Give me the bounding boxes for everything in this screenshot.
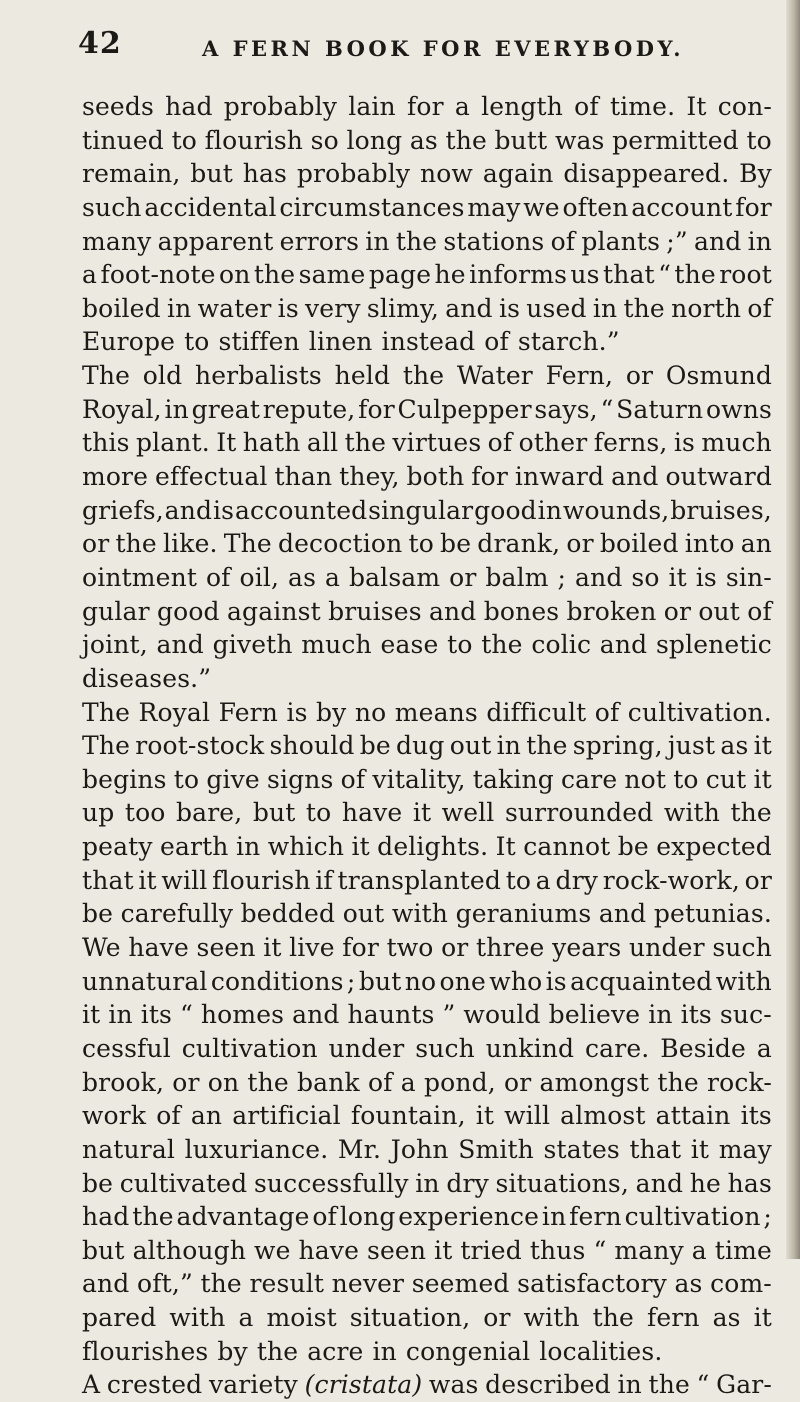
text-line: The root-stock should be dug out in the spring, just as it bbox=[82, 731, 772, 761]
text-line: natural luxuriance. Mr. John Smith states that it may bbox=[82, 1134, 772, 1164]
text-line: cessful cultivation under such unkind care. Beside a bbox=[82, 1033, 772, 1063]
text-line: unnatural conditions ; but no one who is acquainted with bbox=[82, 966, 772, 996]
page-edge bbox=[786, 0, 800, 1259]
text-line: this plant. It hath all the virtues of other ferns, is much bbox=[82, 428, 772, 458]
text-line: had the advantage of long experience in fern cultivation ; bbox=[82, 1202, 772, 1232]
text-line: remain, but has probably now again disappeared. By bbox=[82, 159, 772, 189]
text-line: brook, or on the bank of a pond, or amongst the rock- bbox=[82, 1067, 772, 1097]
text-line: or the like. The decoction to be drank, or boiled into an bbox=[82, 529, 772, 559]
page-number: 42 bbox=[78, 26, 122, 61]
text-line: joint, and giveth much ease to the colic and splenetic bbox=[82, 630, 772, 660]
page-header bbox=[72, 26, 732, 66]
text-line: seeds had probably lain for a length of time. It con- bbox=[82, 92, 772, 121]
text-line: more effectual than they, both for inward and outward bbox=[82, 462, 772, 492]
text-line: flourishes by the acre in congenial localities. bbox=[82, 1336, 663, 1366]
text-line: Europe to stiffen linen instead of starch.” bbox=[82, 327, 620, 357]
text-line: griefs, and is accounted singular good in wounds, bruises, bbox=[82, 495, 772, 525]
text-line: diseases.” bbox=[82, 663, 212, 693]
text-line: be cultivated successfully in dry situations, and he has bbox=[82, 1168, 772, 1198]
text-line: Royal, in great repute, for Culpepper says, “ Saturn owns bbox=[82, 394, 772, 424]
text-line: gular good against bruises and bones broken or out of bbox=[82, 596, 772, 626]
text-line: it in its “ homes and haunts ” would believe in its suc- bbox=[82, 1000, 772, 1030]
text-line: A crested variety (cristata) was described in the “ Gar- bbox=[82, 1370, 772, 1400]
text-line: The Royal Fern is by no means difficult of cultivation. bbox=[82, 697, 772, 727]
text-line: a foot-note on the same page he informs us that “ the root bbox=[82, 260, 772, 290]
text-line: pared with a moist situation, or with the fern as it bbox=[82, 1303, 772, 1333]
text-line: such accidental circumstances may we often account for bbox=[82, 192, 772, 222]
text-line: be carefully bedded out with geraniums and petunias. bbox=[82, 899, 772, 929]
text-line: work of an artificial fountain, it will almost attain its bbox=[82, 1101, 772, 1131]
text-line: up too bare, but to have it well surrounded with the bbox=[82, 798, 772, 828]
text-line: boiled in water is very slimy, and is used in the north of bbox=[82, 293, 772, 323]
text-line: many apparent errors in the stations of plants ;” and in bbox=[82, 226, 772, 256]
text-line: The old herbalists held the Water Fern, or Osmund bbox=[82, 361, 772, 391]
text-line: but although we have seen it tried thus “ many a time bbox=[82, 1235, 772, 1265]
text-line: and oft,” the result never seemed satisfactory as com- bbox=[82, 1269, 772, 1299]
running-head: A FERN BOOK FOR EVERYBODY. bbox=[202, 36, 685, 61]
text-line: begins to give signs of vitality, taking care not to cut it bbox=[82, 764, 772, 794]
text-line: tinued to flourish so long as the butt was permitted to bbox=[82, 125, 772, 155]
text-line: We have seen it live for two or three years under such bbox=[82, 933, 772, 963]
text-line: ointment of oil, as a balsam or balm ; and so it is sin- bbox=[82, 562, 772, 592]
text-line: that it will flourish if transplanted to a dry rock-work, or bbox=[82, 865, 772, 895]
body-text bbox=[82, 90, 772, 1402]
text-line: peaty earth in which it delights. It cannot be expected bbox=[82, 832, 772, 862]
